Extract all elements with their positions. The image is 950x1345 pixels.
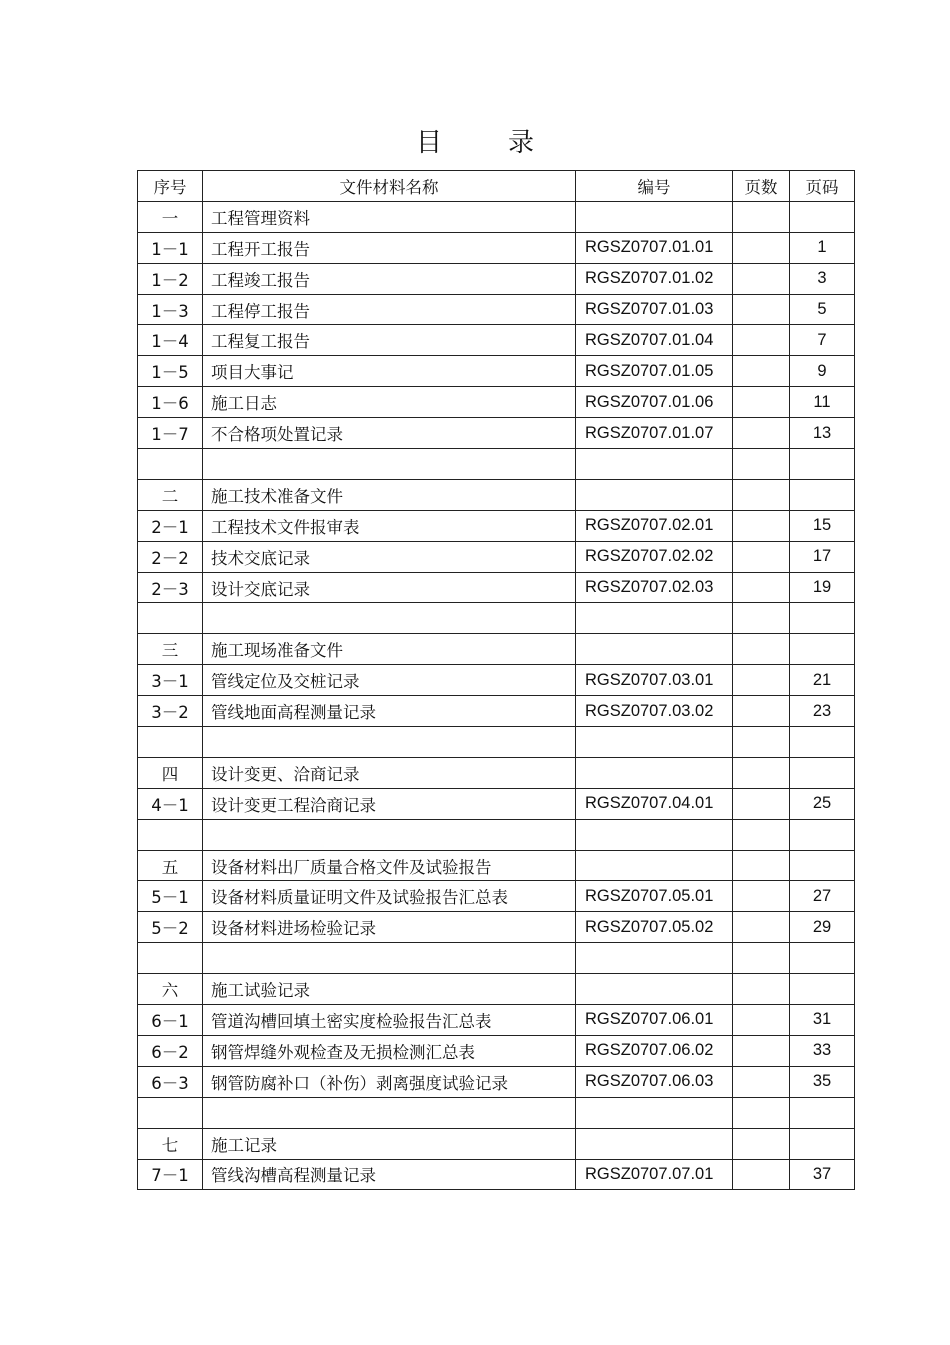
cell-pages <box>733 294 790 325</box>
cell-page-no: 29 <box>790 912 855 943</box>
cell-pages <box>733 510 790 541</box>
cell-page-no: 3 <box>790 263 855 294</box>
cell-seq <box>138 1097 203 1128</box>
cell-name <box>203 727 576 758</box>
cell-code: RGSZ0707.01.03 <box>576 294 733 325</box>
cell-code: RGSZ0707.05.02 <box>576 912 733 943</box>
cell-page-no <box>790 727 855 758</box>
cell-name: 施工技术准备文件 <box>203 479 576 510</box>
cell-name: 施工记录 <box>203 1128 576 1159</box>
cell-name: 工程管理资料 <box>203 201 576 232</box>
cell-page-no: 17 <box>790 541 855 572</box>
cell-page-no: 13 <box>790 418 855 449</box>
cell-page-no: 5 <box>790 294 855 325</box>
cell-seq: 5－1 <box>138 881 203 912</box>
cell-pages <box>733 757 790 788</box>
table-row <box>138 943 855 974</box>
cell-page-no <box>790 603 855 634</box>
cell-page-no: 1 <box>790 232 855 263</box>
cell-name: 管线沟槽高程测量记录 <box>203 1159 576 1190</box>
cell-page-no: 27 <box>790 881 855 912</box>
cell-seq: 1－3 <box>138 294 203 325</box>
cell-code <box>576 943 733 974</box>
cell-page-no <box>790 1128 855 1159</box>
cell-page-no <box>790 757 855 788</box>
cell-code <box>576 634 733 665</box>
cell-code <box>576 819 733 850</box>
cell-pages <box>733 881 790 912</box>
cell-pages <box>733 634 790 665</box>
cell-name: 不合格项处置记录 <box>203 418 576 449</box>
cell-page-no: 11 <box>790 387 855 418</box>
cell-pages <box>733 943 790 974</box>
cell-seq: 七 <box>138 1128 203 1159</box>
table-row <box>138 201 855 232</box>
cell-code <box>576 850 733 881</box>
cell-page-no <box>790 819 855 850</box>
cell-seq <box>138 943 203 974</box>
table-row <box>138 1097 855 1128</box>
cell-pages <box>733 263 790 294</box>
cell-code <box>576 603 733 634</box>
cell-pages <box>733 449 790 480</box>
cell-page-no: 9 <box>790 356 855 387</box>
cell-pages <box>733 387 790 418</box>
cell-code: RGSZ0707.06.02 <box>576 1035 733 1066</box>
cell-name: 设计变更、洽商记录 <box>203 757 576 788</box>
cell-page-no <box>790 943 855 974</box>
cell-seq: 2－2 <box>138 541 203 572</box>
cell-page-no: 33 <box>790 1035 855 1066</box>
table-row <box>138 634 855 665</box>
cell-page-no: 31 <box>790 1005 855 1036</box>
cell-pages <box>733 356 790 387</box>
cell-code <box>576 201 733 232</box>
table-row <box>138 850 855 881</box>
cell-page-no: 35 <box>790 1066 855 1097</box>
table-header-row <box>138 171 855 202</box>
table-row <box>138 1128 855 1159</box>
cell-seq <box>138 819 203 850</box>
table-row <box>138 1066 855 1097</box>
table-row <box>138 974 855 1005</box>
cell-code <box>576 1128 733 1159</box>
cell-name <box>203 1097 576 1128</box>
cell-pages <box>733 974 790 1005</box>
table-row <box>138 696 855 727</box>
title-char-1: 目 <box>415 127 442 158</box>
cell-page-no: 37 <box>790 1159 855 1190</box>
header-page-no: 页码 <box>790 171 855 202</box>
cell-seq: 五 <box>138 850 203 881</box>
cell-name: 管道沟槽回填土密实度检验报告汇总表 <box>203 1005 576 1036</box>
cell-code: RGSZ0707.01.04 <box>576 325 733 356</box>
cell-page-no <box>790 201 855 232</box>
cell-code: RGSZ0707.03.02 <box>576 696 733 727</box>
table-row <box>138 912 855 943</box>
cell-pages <box>733 788 790 819</box>
contents-table <box>137 170 855 1190</box>
cell-page-no <box>790 1097 855 1128</box>
cell-pages <box>733 479 790 510</box>
cell-pages <box>733 541 790 572</box>
cell-code: RGSZ0707.01.02 <box>576 263 733 294</box>
cell-code: RGSZ0707.01.05 <box>576 356 733 387</box>
cell-pages <box>733 1066 790 1097</box>
table-row <box>138 1159 855 1190</box>
cell-pages <box>733 696 790 727</box>
cell-page-no: 25 <box>790 788 855 819</box>
cell-seq: 4－1 <box>138 788 203 819</box>
cell-pages <box>733 1128 790 1159</box>
cell-name: 设备材料进场检验记录 <box>203 912 576 943</box>
cell-name: 工程复工报告 <box>203 325 576 356</box>
table-row <box>138 1035 855 1066</box>
table-row <box>138 665 855 696</box>
cell-seq: 1－4 <box>138 325 203 356</box>
cell-seq: 7－1 <box>138 1159 203 1190</box>
cell-seq: 3－2 <box>138 696 203 727</box>
cell-seq: 1－5 <box>138 356 203 387</box>
cell-name: 设备材料质量证明文件及试验报告汇总表 <box>203 881 576 912</box>
cell-code: RGSZ0707.06.03 <box>576 1066 733 1097</box>
cell-name: 设备材料出厂质量合格文件及试验报告 <box>203 850 576 881</box>
cell-code: RGSZ0707.05.01 <box>576 881 733 912</box>
cell-seq: 一 <box>138 201 203 232</box>
cell-page-no: 23 <box>790 696 855 727</box>
cell-seq: 1－6 <box>138 387 203 418</box>
cell-name: 施工日志 <box>203 387 576 418</box>
cell-name: 设计交底记录 <box>203 572 576 603</box>
table-row <box>138 757 855 788</box>
cell-seq: 1－1 <box>138 232 203 263</box>
cell-code: RGSZ0707.03.01 <box>576 665 733 696</box>
cell-name: 钢管焊缝外观检查及无损检测汇总表 <box>203 1035 576 1066</box>
cell-page-no <box>790 634 855 665</box>
header-name: 文件材料名称 <box>203 171 576 202</box>
table-row <box>138 788 855 819</box>
cell-page-no <box>790 850 855 881</box>
cell-code: RGSZ0707.02.03 <box>576 572 733 603</box>
cell-name <box>203 603 576 634</box>
table-row <box>138 449 855 480</box>
cell-seq: 2－3 <box>138 572 203 603</box>
table-row <box>138 603 855 634</box>
cell-seq: 1－2 <box>138 263 203 294</box>
cell-name <box>203 943 576 974</box>
cell-pages <box>733 1159 790 1190</box>
table-row <box>138 727 855 758</box>
cell-code <box>576 757 733 788</box>
table-row <box>138 294 855 325</box>
cell-pages <box>733 201 790 232</box>
table-row <box>138 479 855 510</box>
cell-page-no: 19 <box>790 572 855 603</box>
cell-pages <box>733 603 790 634</box>
cell-seq: 6－1 <box>138 1005 203 1036</box>
header-seq: 序号 <box>138 171 203 202</box>
cell-pages <box>733 572 790 603</box>
cell-name: 施工现场准备文件 <box>203 634 576 665</box>
cell-page-no: 15 <box>790 510 855 541</box>
cell-code <box>576 727 733 758</box>
table-row <box>138 232 855 263</box>
cell-code: RGSZ0707.01.06 <box>576 387 733 418</box>
cell-pages <box>733 232 790 263</box>
cell-seq: 六 <box>138 974 203 1005</box>
table-row <box>138 819 855 850</box>
cell-code: RGSZ0707.07.01 <box>576 1159 733 1190</box>
cell-page-no <box>790 449 855 480</box>
cell-name: 设计变更工程洽商记录 <box>203 788 576 819</box>
cell-code <box>576 479 733 510</box>
cell-seq <box>138 449 203 480</box>
cell-pages <box>733 418 790 449</box>
table-row <box>138 325 855 356</box>
cell-code: RGSZ0707.04.01 <box>576 788 733 819</box>
table-row <box>138 356 855 387</box>
cell-page-no: 21 <box>790 665 855 696</box>
page-title <box>0 118 950 162</box>
cell-pages <box>733 912 790 943</box>
cell-code: RGSZ0707.01.01 <box>576 232 733 263</box>
cell-name: 工程竣工报告 <box>203 263 576 294</box>
cell-name: 项目大事记 <box>203 356 576 387</box>
cell-pages <box>733 325 790 356</box>
contents-table-body <box>138 171 855 1190</box>
cell-seq: 2－1 <box>138 510 203 541</box>
cell-code: RGSZ0707.06.01 <box>576 1005 733 1036</box>
cell-seq <box>138 727 203 758</box>
cell-name: 管线地面高程测量记录 <box>203 696 576 727</box>
cell-seq: 6－3 <box>138 1066 203 1097</box>
table-row <box>138 510 855 541</box>
cell-code <box>576 449 733 480</box>
cell-seq: 三 <box>138 634 203 665</box>
table-row <box>138 881 855 912</box>
cell-pages <box>733 850 790 881</box>
cell-code <box>576 974 733 1005</box>
cell-pages <box>733 819 790 850</box>
cell-code: RGSZ0707.01.07 <box>576 418 733 449</box>
cell-seq: 5－2 <box>138 912 203 943</box>
cell-code: RGSZ0707.02.01 <box>576 510 733 541</box>
table-row <box>138 387 855 418</box>
table-row <box>138 541 855 572</box>
cell-name <box>203 819 576 850</box>
cell-pages <box>733 665 790 696</box>
cell-seq: 6－2 <box>138 1035 203 1066</box>
cell-name: 施工试验记录 <box>203 974 576 1005</box>
cell-pages <box>733 727 790 758</box>
cell-name: 技术交底记录 <box>203 541 576 572</box>
cell-name: 工程技术文件报审表 <box>203 510 576 541</box>
cell-pages <box>733 1097 790 1128</box>
cell-seq: 二 <box>138 479 203 510</box>
cell-name <box>203 449 576 480</box>
cell-page-no <box>790 479 855 510</box>
cell-name: 工程开工报告 <box>203 232 576 263</box>
cell-pages <box>733 1035 790 1066</box>
cell-pages <box>733 1005 790 1036</box>
table-row <box>138 572 855 603</box>
cell-code <box>576 1097 733 1128</box>
cell-page-no: 7 <box>790 325 855 356</box>
cell-name: 工程停工报告 <box>203 294 576 325</box>
header-code: 编号 <box>576 171 733 202</box>
title-char-2: 录 <box>508 127 535 158</box>
cell-seq: 3－1 <box>138 665 203 696</box>
table-row <box>138 418 855 449</box>
cell-seq: 1－7 <box>138 418 203 449</box>
cell-seq: 四 <box>138 757 203 788</box>
table-row <box>138 1005 855 1036</box>
cell-code: RGSZ0707.02.02 <box>576 541 733 572</box>
cell-name: 管线定位及交桩记录 <box>203 665 576 696</box>
header-pages: 页数 <box>733 171 790 202</box>
cell-name: 钢管防腐补口（补伤）剥离强度试验记录 <box>203 1066 576 1097</box>
table-row <box>138 263 855 294</box>
cell-seq <box>138 603 203 634</box>
cell-page-no <box>790 974 855 1005</box>
